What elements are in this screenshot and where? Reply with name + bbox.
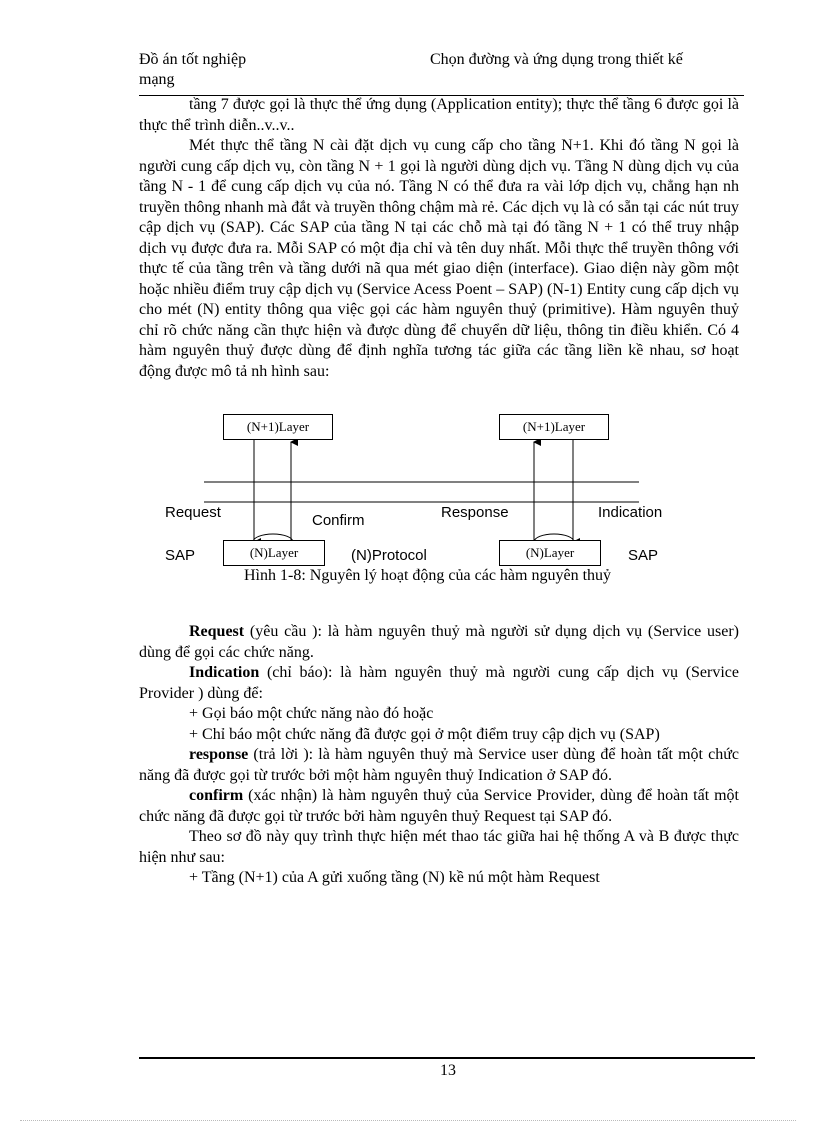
process-step-1: + Tầng (N+1) của A gửi xuống tầng (N) kề nú một hàm Request [189, 869, 600, 886]
confirm-term: confirm [189, 787, 244, 804]
top-left-layer-box: (N+1)Layer [223, 414, 333, 440]
indication-term: Indication [189, 664, 260, 681]
header-left-title: Đồ án tốt nghiệp mạng [139, 51, 247, 88]
paragraph-1: tầng 7 được gọi là thực thể ứng dụng (Application entity); thực thể tầng 6 được gọi là thực thể trình diễn..v..v.. [139, 96, 739, 134]
response-term: response [189, 746, 249, 763]
process-intro: Theo sơ đồ này quy trình thực hiện mét thao tác giữa hai hệ thống A và B được thực hiện như sau: [139, 828, 739, 866]
top-right-layer-box: (N+1)Layer [499, 414, 609, 440]
definition-confirm [139, 786, 739, 827]
bottom-left-layer-box: (N)Layer [223, 540, 325, 566]
protocol-label: (N)Protocol [351, 547, 427, 564]
response-text: (trả lời ): là hàm nguyên thuỷ mà Service user dùng để hoàn tất một chức năng đã được gọi từ trước bởi một hàm nguyên thuỷ Indication ở SAP đó. [139, 746, 739, 784]
figure-caption: Hình 1-8: Nguyên lý hoạt động của các hàm nguyên thuỷ [244, 567, 612, 584]
sap-right-label: SAP [628, 547, 659, 564]
header-right-title: Chọn đường và ứng dụng trong thiết kế [430, 51, 683, 68]
page-bottom-divider [20, 1120, 796, 1121]
confirm-label: Confirm [312, 512, 365, 529]
indication-label: Indication [598, 504, 663, 521]
definition-response [139, 745, 739, 786]
definition-indication [139, 663, 739, 704]
indication-text: (chỉ báo): là hàm nguyên thuỷ mà người cung cấp dịch vụ (Service Provider ) dùng để: [139, 664, 739, 702]
confirm-text: (xác nhận) là hàm nguyên thuỷ của Service Provider, dùng để hoàn tất một chức năng đã được gọi từ trước bởi hàm nguyên thuỷ Request tại SAP đó. [139, 787, 739, 825]
footer-rule [139, 1057, 755, 1059]
bottom-right-layer-box: (N)Layer [499, 540, 601, 566]
response-label: Response [441, 504, 509, 521]
sap-left-label: SAP [165, 547, 196, 564]
definition-request [139, 622, 739, 663]
page-body [139, 95, 739, 889]
request-term: Request [189, 623, 245, 640]
request-text: (yêu cầu ): là hàm nguyên thuỷ mà người sử dụng dịch vụ (Service user) dùng để gọi các chức năng. [139, 623, 739, 661]
page-number: 13 [440, 1062, 456, 1079]
primitive-diagram [139, 390, 739, 622]
indication-bullet-2: + Chỉ báo một chức năng đã được gọi ở một điểm truy cập dịch vụ (SAP) [189, 725, 660, 743]
request-label: Request [165, 504, 221, 521]
paragraph-2: Mét thực thể tầng N cài đặt dịch vụ cung cấp cho tầng N+1. Khi đó tầng N gọi là người cung cấp dịch vụ, còn tầng N + 1 gọi là người dùng dịch vụ. Tầng N dùng dịch vụ của tầng N - 1 để cung cấp dịch vụ của nó. Tầng N có thể đưa ra vài lớp dịch vụ, chẳng hạn nh truyền thông nhanh mà đắt và truyền thông chậm mà rẻ. Các dịch vụ là có sẵn tại các nút truy cập dịch vụ (SAP). Các SAP của tầng N tại các chỗ mà tại đó tầng N + 1 có thể truy nhập dịch vụ được đưa ra. Mỗi SAP có một địa chỉ và tên duy nhất. Mỗi thực thể truyền thông với thực tế của tầng trên và tầng dưới nã qua mét giao diện (interface). Giao diện này gồm một hoặc nhiều điểm truy cập dịch vụ (Service Acess Poent – SAP) (N-1) Entity cung cấp dịch vụ cho mét (N) entity thông qua việc gọi các hàm nguyên thuỷ (primitive). Hàm nguyên thuỷ chỉ rõ chức năng cần thực hiện và được dùng để chuyển dữ liệu, thông tin điều khiển. Có 4 hàm nguyên thuỷ được dùng để định nghĩa tương tác giữa các tầng liền kề nhau, sơ hoạt động được mô tả nh hình sau: [139, 137, 739, 380]
indication-bullet-1: + Gọi báo một chức năng nào đó hoặc [189, 705, 434, 722]
